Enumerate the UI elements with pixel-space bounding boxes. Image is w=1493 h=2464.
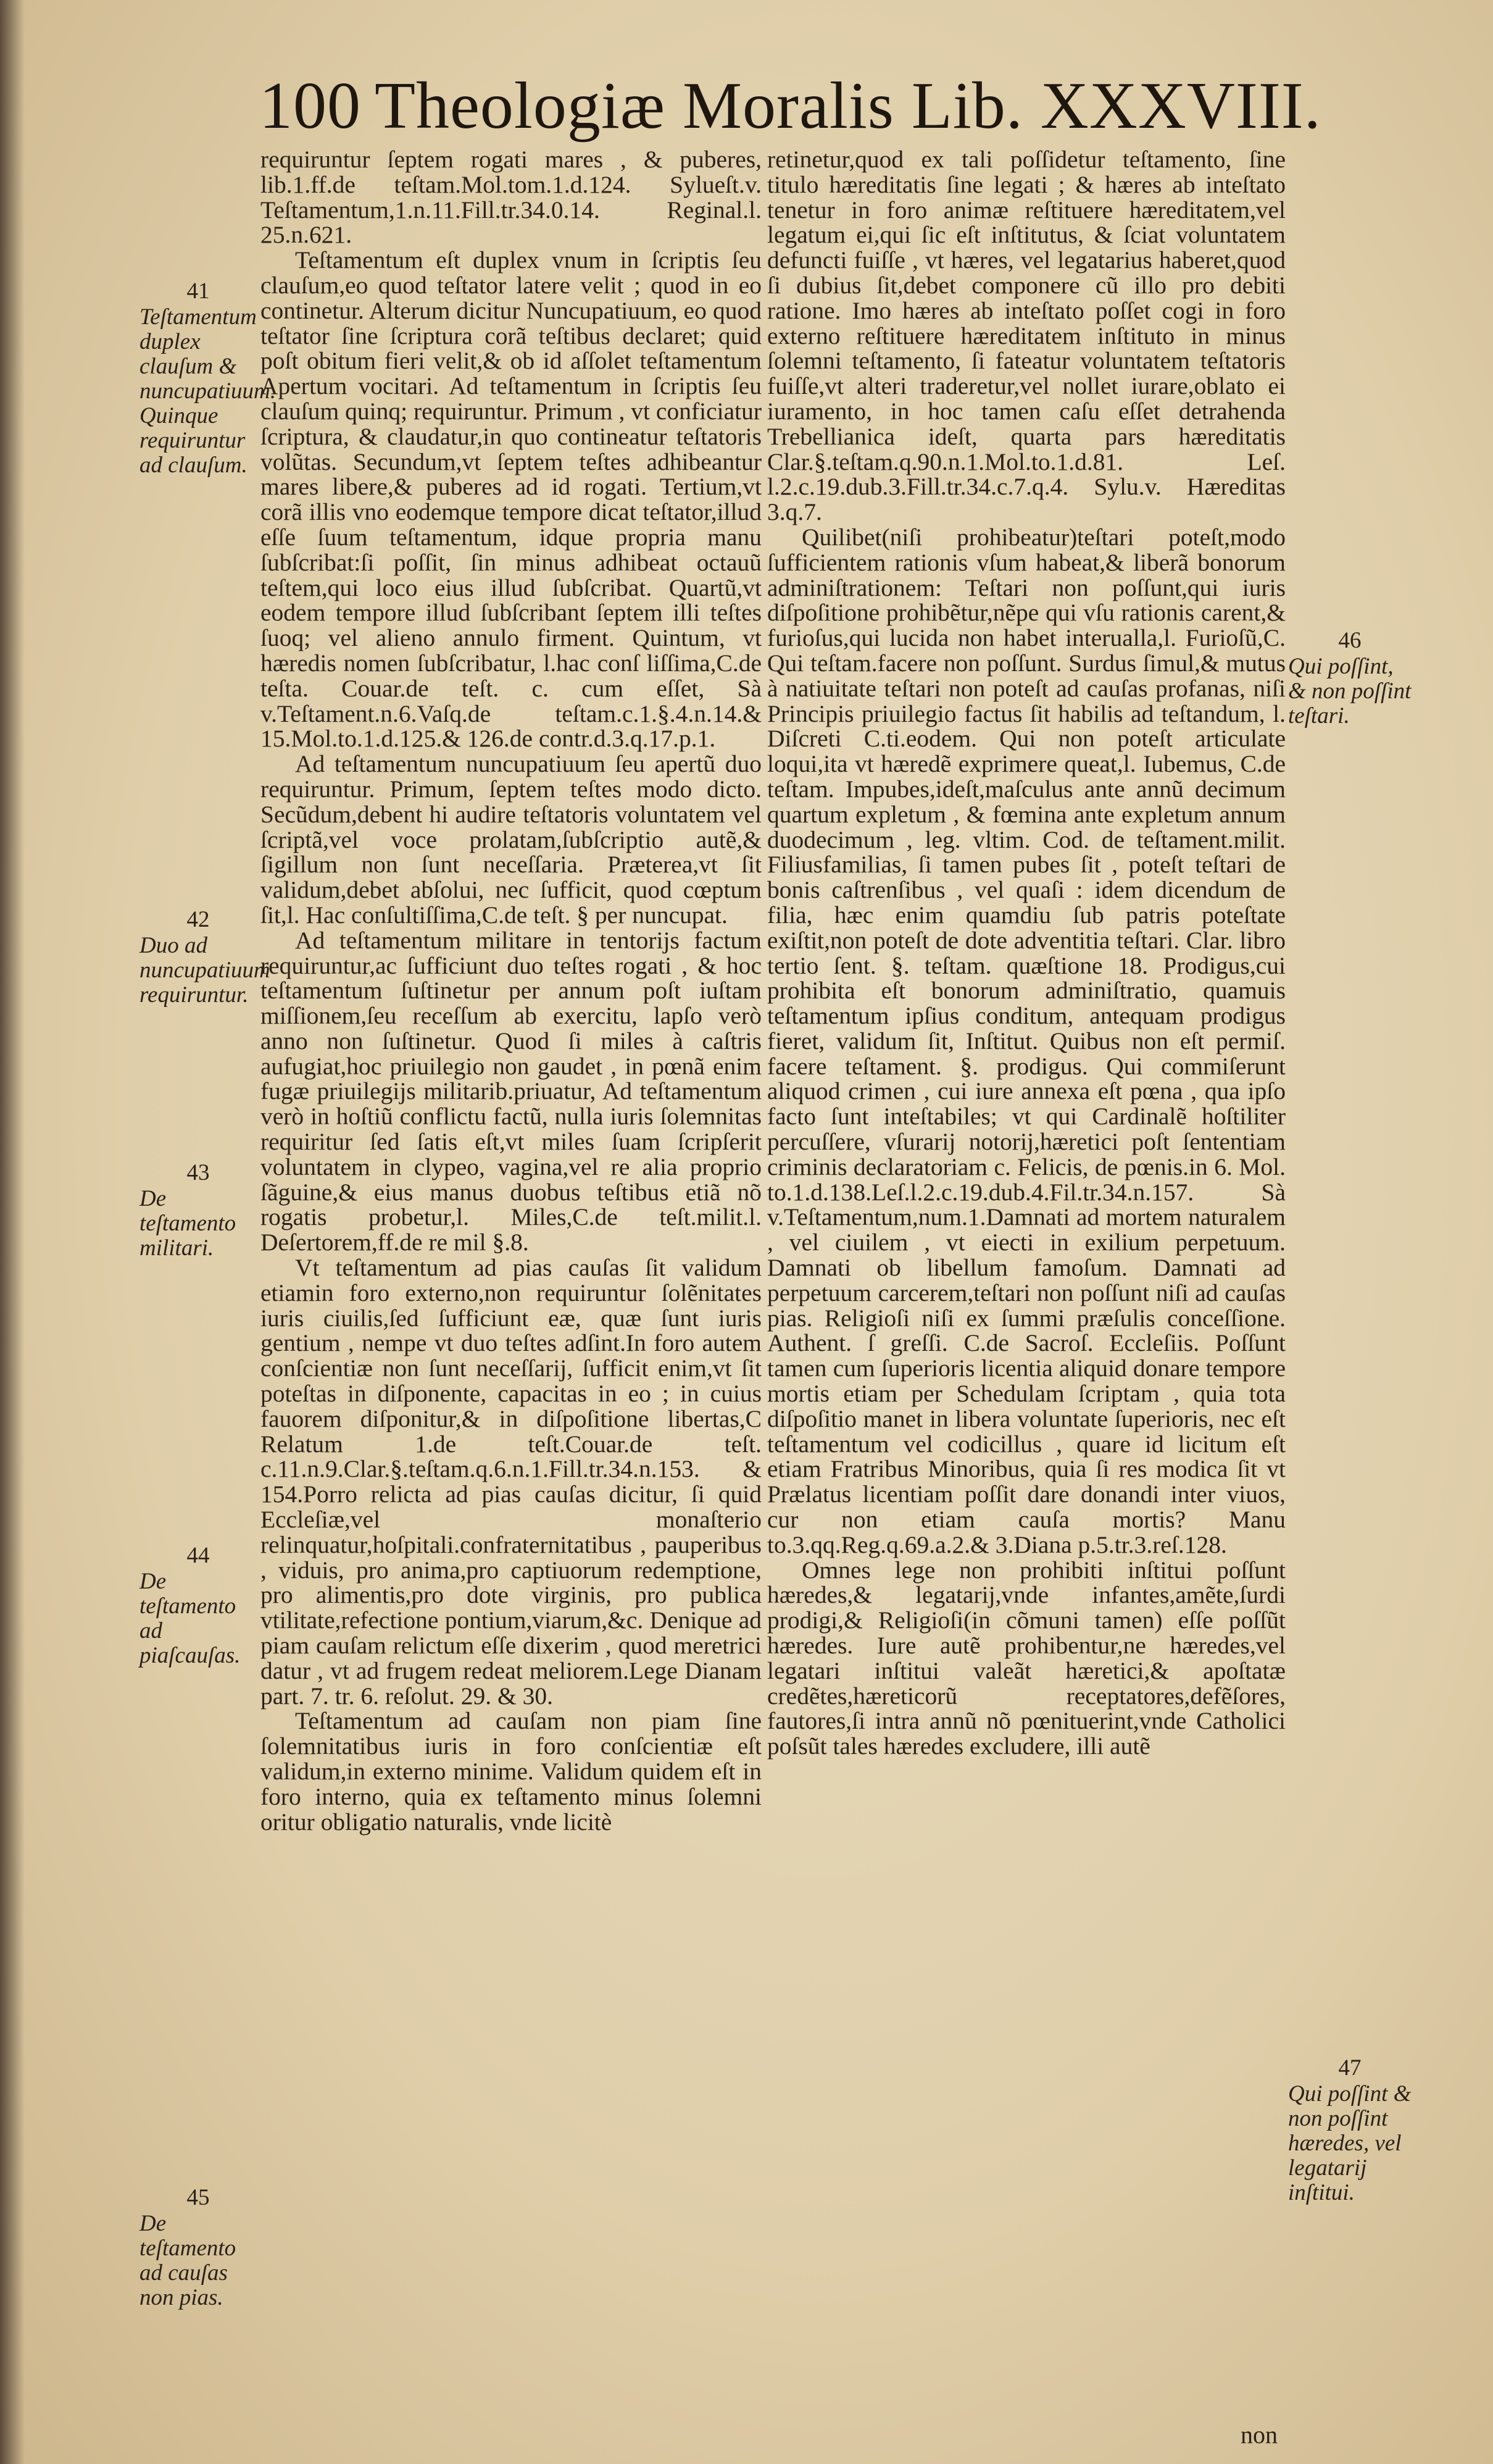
paragraph: Quilibet(niſi prohibeatur)teſtari poteſt,modo ſufficientem rationis vſum habeat,& liberã bonorum adminiſtrationem: Teſtari non poſſunt,qui iuris diſpoſitione prohibẽtur,nẽpe qui vſu rationis carent,& furioſus,qui lucida non habet interualla,l. Furioſũ,C. Qui teſtam.facere non poſſunt. Surdus ſimul,& mutus à natiuitate teſtari non poteſt ad cauſas profanas, niſi Principis priuilegio factus ſit habilis ad teſtandum, l. Diſcreti C.ti.eodem. Qui non poteſt articulate loqui,ita vt hæredẽ exprimere queat,l. Iubemus, C.de teſtam. Impubes,ideſt,maſculus ante annũ decimum quartum expletum , & fœmina ante expletum annum duodecimum , leg. vltim. Cod. de teſtament.milit. Filiusfamilias, ſi tamen pubes ſit , poteſt teſtari de bonis caſtrenſibus , vel quaſi : idem dicendum de filia, hæc enim quamdiu ſub patris poteſtate exiſtit,non poteſt de dote adventitia teſtari. Clar. libro tertio ſent. §. teſtam. quæſtione 18. Prodigus,cui prohibita eſt bonorum adminiſtratio, quamuis teſtamentum ipſius conditum, antequam prodigus fieret, validum ſit, Inſtitut. Quibus non eſt permiſ. facere teſtament. §. prodigus. Qui commiſerunt aliquod crimen , cui iure annexa eſt pœna , qua ipſo facto ſunt inteſtabiles; vt qui Cardinalẽ hoſtiliter percuſſere, vſurarij notorij,hæretici poſt ſententiam criminis declaratoriam c. Felicis, de pœnis.in 6. Mol. to.1.d.138.Leſ.l.2.c.19.dub.4.Fil.tr.34.n.157. Sà v.Teſtamentum,num.1.Damnati ad mortem naturalem , vel ciuilem , vt eiecti in exilium perpetuum. Damnati ob libellum famoſum. Damnati ad perpetuum carcerem,teſtari non poſſunt niſi ad cauſas pias. Religioſi niſi ex ſummi præſulis conceſſione. Authent. ſ greſſi. C.de Sacroſ. Eccleſiis. Poſſunt tamen cum ſuperioris licentia aliquid donare tempore mortis etiam per Schedulam ſcriptam , quia tota diſpoſitio manet in libera voluntate ſuperioris, nec eſt teſtamentum vel codicillus , quare id licitum eſt etiam Fratribus Minoribus, quia ſi res modica ſit vt Prælatus licentiam poſſit dare donandi inter viuos, cur non etiam cauſa mortis? Manu to.3.qq.Reg.q.69.a.2.& 3.Diana p.5.tr.3.reſ.128.: [767, 523, 1286, 1558]
paragraph: Ad teſtamentum nuncupatiuum ſeu apertũ duo requiruntur. Primum, ſeptem teſtes modo dicto. Secũdum,debent hi audire teſtatoris voluntatem vel ſcriptã,vel voce prolatam,ſubſcriptio autẽ,& ſigillum non ſunt neceſſaria. Præterea,vt ſit validum,debet abſolui, nec ſufficit, quod cœptum ſit,l. Hac conſultiſſima,C.de teſt. § per nuncupat.: [260, 750, 762, 929]
paragraph: retinetur,quod ex tali poſſidetur teſtamento, ſine titulo hæreditatis ſine legati ; & hæres ab inteſtato tenetur in foro animæ reſtituere hæreditatem,vel legatum ei,qui ſic eſt inſtitutus, & ſciat voluntatem defuncti fuiſſe , vt hæres, vel legatarius haberet,quod ſi dubius ſit,debet componere cũ illo pro debiti ratione. Imo hæres ab inteſtato poſſet cogi in foro externo reſtituere hæreditatem inſtituto in minus ſolemni teſtamento, ſi fateatur voluntatem teſtatoris fuiſſe,vt alteri traderetur,vel nollet iurare,oblato ei iuramento, in hoc tamen caſu eſſet detrahenda Trebellianica ideſt, quarta pars hæreditatis Clar.§.teſtam.q.90.n.1.Mol.to.1.d.81. Leſ. l.2.c.19.dub.3.Fill.tr.34.c.7.q.4. Sylu.v. Hæreditas 3.q.7.: [767, 146, 1286, 526]
paragraph: Teſtamentum ad cauſam non piam ſine ſolemnitatibus iuris in foro conſcientiæ eſt validum,in externo minime. Validum quidem eſt in foro interno, quia ex teſtamento minus ſolemni oritur obligatio naturalis, vnde licitè: [260, 1707, 762, 1835]
margin-note-number: 44: [186, 1543, 210, 1568]
catchword: non: [1241, 2421, 1278, 2449]
running-header: [259, 69, 1321, 143]
margin-note-number: 41: [186, 278, 210, 304]
margin-note-text: De teſtamento ad piaſcauſas.: [139, 1569, 241, 1668]
margin-note-43: [139, 1161, 257, 1261]
margin-note-text: De teſtamento militari.: [139, 1186, 236, 1261]
margin-note-number: 47: [1338, 2055, 1362, 2081]
margin-note-text: Qui poſſint, & non poſſint teſtari.: [1288, 654, 1412, 729]
paragraph: Ad teſtamentum militare in tentorijs factum requiruntur,ac ſufficiunt duo teſtes rogati , & hoc teſtamentum ſuſtinetur per annum poſt iuſtam miſſionem,ſeu receſſum ab exercitu, lapſo verò anno non ſuſtinetur. Quod ſi miles à caſtris aufugiat,hoc priuilegio non gaudet , in pœnã enim fugæ priuilegijs militarib.priuatur, Ad teſtamentum verò in hoſtiũ conflictu factũ, nulla iuris ſolemnitas requiritur ſed ſatis eſt,vt miles ſuam ſcripſerit voluntatem in clypeo, vagina,vel re alia proprio ſãguine,& eius manus duobus teſtibus etiã nõ rogatis probetur,l. Miles,C.de teſt.milit.l. Deſertorem,ff.de re mil §.8.: [260, 926, 762, 1256]
paragraph: requiruntur ſeptem rogati mares , & puberes, lib.1.ff.de teſtam.Mol.tom.1.d.124. Sylueſt.v. Teſtamentum,1.n.11.Fill.tr.34.0.14. Reginal.l. 25.n.621.: [260, 146, 762, 249]
margin-note-text: Qui poſſint & non poſſint hæredes, vel legatarij inſtitui.: [1288, 2081, 1412, 2205]
right-text-column: [767, 147, 1286, 1759]
paragraph: Teſtamentum eſt duplex vnum in ſcriptis ſeu clauſum,eo quod teſtator latere velit ; quod in eo continetur. Alterum dicitur Nuncupatiuum, eo quod teſtator ſine ſcriptura corã teſtibus declaret; quid poſt obitum fieri velit,& ob id aſſolet teſtamentum Apertum vocitari. Ad teſtamentum in ſcriptis ſeu clauſum quinq; requiruntur. Primum , vt conficiatur ſcriptura, & claudatur,in quo contineatur teſtatoris volũtas. Secundum,vt ſeptem teſtes adhibeantur mares libere,& puberes ad id rogati. Tertium,vt corã illis vno eodemque tempore dicat teſtator,illud eſſe ſuum teſtamentum, idque propria manu ſubſcribat:ſi poſſit, ſin minus adhibeat octauũ teſtem,qui loco eius illud ſubſcribat. Quartũ,vt eodem tempore illud ſubſcribant ſeptem illi teſtes ſuoq; vel alieno annulo firment. Quintum, vt hæredis nomen ſubſcribatur, l.hac conſ liſſima,C.de teſta. Couar.de teſt. c. cum eſſet, Sà v.Teſtament.n.6.Vaſq.de teſtam.c.1.§.4.n.14.& 15.Mol.to.1.d.125.& 126.de contr.d.3.q.17.p.1.: [260, 246, 762, 753]
margin-note-number: 45: [186, 2185, 210, 2210]
margin-note-44: [139, 1543, 257, 1668]
margin-note-number: 43: [186, 1160, 210, 1185]
running-title: Theologiæ Moralis Lib. XXXVIII.: [375, 69, 1321, 143]
left-text-column: [260, 147, 762, 1834]
margin-note-number: 46: [1338, 628, 1362, 653]
margin-note-number: 42: [186, 907, 210, 932]
margin-note-text: Duo ad nuncupatiuum requiruntur.: [139, 933, 270, 1008]
margin-note-42: [139, 907, 270, 1008]
margin-note-45: [139, 2186, 257, 2310]
page-number: 100: [259, 69, 361, 143]
paragraph: Vt teſtamentum ad pias cauſas ſit validum etiamin foro externo,non requiruntur ſolẽnitates iuris ciuilis,ſed ſufficiunt eæ, quæ ſunt iuris gentium , nempe vt duo teſtes adſint.In foro autem conſcientiæ non ſunt neceſſarij, ſufficit enim,vt ſit poteſtas in diſponente, capacitas in eo ; in cuius fauorem diſponitur,& in diſpoſitione libertas,C Relatum 1.de teſt.Couar.de teſt. c.11.n.9.Clar.§.teſtam.q.6.n.1.Fill.tr.34.n.153. & 154.Porro relicta ad pias cauſas dicitur, ſi quid Eccleſiæ,vel monaſterio relinquatur,hoſpitali.confraternitatibus , pauperibus , viduis, pro anima,pro captiuorum redemptione, pro alimentis,pro dote virginis, pro publica vtilitate,refectione pontium,viarum,&c. Denique ad piam cauſam relictum eſſe dixerim , quod meretrici datur , vt ad frugem redeat meliorem.Lege Dianam part. 7. tr. 6. reſolut. 29. & 30.: [260, 1254, 762, 1710]
paragraph: Omnes lege non prohibiti inſtitui poſſunt hæredes,& legatarij,vnde infantes,amẽte,ſurdi prodigi,& Religioſi(in cõmuni tamen) eſſe poſſũt hæredes. Iure autẽ prohibentur,ne hæredes,vel legatari inſtitui valeãt hæretici,& apoſtatæ credẽtes,hæreticorũ receptatores,defẽſores, fautores,ſi intra annũ nõ pœnituerint,vnde Catholici poſsũt tales hæredes excludere, illi autẽ: [767, 1556, 1286, 1760]
margin-note-text: Teſtamentum duplex clauſum & nuncupatiuum. Quinque requiruntur ad clauſum.: [139, 304, 276, 478]
margin-note-46: [1288, 629, 1412, 729]
margin-note-41: [139, 278, 276, 478]
margin-note-47: [1288, 2056, 1412, 2205]
margin-note-text: De teſtamento ad cauſas non pias.: [139, 2211, 236, 2310]
